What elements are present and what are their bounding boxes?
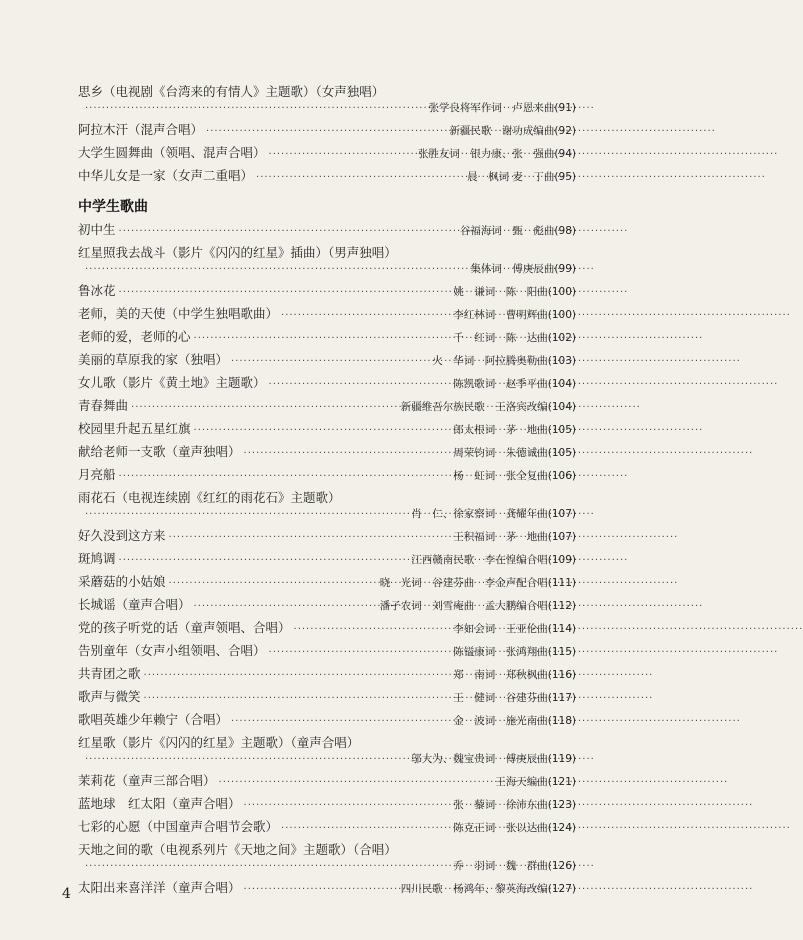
toc-entry-credit: 郑 南词 郑秋枫曲(116) [453, 669, 576, 681]
toc-entry-title: 采蘑菇的小姑娘 [78, 574, 166, 589]
toc-entry-title: 大学生圆舞曲（领唱、混声合唱） [78, 145, 266, 160]
leader-dots [82, 752, 411, 768]
toc-entry-title: 歌声与微笑 [78, 689, 141, 704]
toc-entry-title: 七彩的心愿（中国童声合唱节会歌） [78, 819, 279, 834]
leader-dots [216, 775, 496, 791]
toc-entry-credit: 金 波词 施光南曲(118) [453, 715, 576, 727]
toc-entry-credit: 新疆维吾尔族民歌 王洛宾改编(104) [400, 401, 576, 413]
toc-entry-title: 初中生 [78, 222, 116, 237]
page-number: 4 [62, 886, 71, 902]
toc-entry-credit: 周荣钧词 朱德诚曲(105) [453, 447, 576, 459]
toc-entry [78, 421, 576, 439]
toc-entry-title: 月亮船 [78, 467, 116, 482]
toc-entry-credit: 火 华词 阿拉腾奥勒曲(103) [432, 355, 576, 367]
toc-entry-credit: 谷福海词 甄 彪曲(98) [459, 225, 576, 237]
toc-entry [78, 574, 576, 592]
leader-dots [82, 507, 411, 523]
toc-entry-title: 鲁冰花 [78, 283, 116, 298]
leader-dots [266, 645, 454, 661]
toc-entry-title: 红星歌（影片《闪闪的红星》主题歌）（童声合唱） [78, 735, 360, 750]
toc-entry-credit: 乔 羽词 魏 群曲(126) [453, 860, 576, 872]
toc-entry [78, 689, 576, 707]
leader-dots [278, 821, 453, 837]
toc-entry [78, 329, 576, 347]
toc-entry-credit: 杨 虹词 张全复曲(106) [453, 470, 576, 482]
toc-entry [78, 245, 576, 278]
toc-entry-credit: 肖 仁、徐家察词 龚耀年曲(107) [411, 508, 576, 520]
toc-entry [78, 467, 576, 485]
toc-entry [78, 880, 576, 898]
toc-entry-credit: 陈镒康词 张鸿翔曲(115) [453, 646, 576, 658]
leader-dots [228, 354, 432, 370]
toc-entry-title: 青春舞曲 [78, 398, 129, 413]
toc-entry-title: 雨花石（电视连续剧《红红的雨花石》主题歌） [78, 490, 341, 505]
leader-dots [191, 599, 380, 615]
leader-dots [116, 285, 454, 301]
leader-dots [116, 553, 412, 569]
toc-entry-title: 歌唱英雄少年赖宁（合唱） [78, 712, 229, 727]
toc-entry-title: 蓝地球 红太阳（童声合唱） [78, 796, 241, 811]
toc-entry [78, 796, 576, 814]
leader-dots [82, 262, 470, 278]
leader-dots [128, 400, 401, 416]
toc-entry [78, 551, 576, 569]
toc-entry-credit: 新疆民歌 谢功成编曲(92) [449, 125, 576, 137]
toc-entry-credit: 张胜友词 银力康、张 强曲(94) [417, 148, 576, 160]
toc-entry-title: 思乡（电视剧《台湾来的有情人》主题歌）（女声独唱） [78, 84, 385, 99]
leader-dots [291, 622, 454, 638]
leader-dots [266, 377, 454, 393]
toc-entry [78, 145, 576, 163]
toc-entry-credit: 邬大为、魏宝贵词 傅庚辰曲(119) [411, 753, 576, 765]
toc-entry [78, 842, 576, 875]
toc-entry-title: 老师，美的天使（中学生独唱歌曲） [78, 306, 279, 321]
toc-entry [78, 528, 576, 546]
leader-dots [266, 147, 418, 163]
toc-entry [78, 597, 576, 615]
toc-entry-title: 告别童年（女声小组领唱、合唱） [78, 643, 266, 658]
toc-entry-title: 校园里升起五星红旗 [78, 421, 191, 436]
toc-entry-title: 长城谣（童声合唱） [78, 597, 191, 612]
leader-dots [166, 530, 454, 546]
toc-entry-credit: 晓 光词 谷建芬曲 李金声配合唱(111) [379, 577, 576, 589]
toc-entry-title: 共青团之歌 [78, 666, 141, 681]
toc-entry-title: 好久没到这方来 [78, 528, 166, 543]
toc-entry [78, 352, 576, 370]
toc-entry-credit: 王积福词 茅 地曲(107) [453, 531, 576, 543]
toc-entry [78, 375, 576, 393]
toc-entry-credit: 王海天编曲(121) [495, 776, 576, 788]
toc-entry-credit: 千 红词 陈 达曲(102) [453, 332, 576, 344]
leader-dots [116, 224, 460, 240]
toc-entry [78, 773, 576, 791]
toc-entry-title: 茉莉花（童声三部合唱） [78, 773, 216, 788]
leader-dots [203, 124, 449, 140]
toc-entry-credit: 四川民歌 杨鸿年、黎英海改编(127) [400, 883, 576, 895]
toc-entry [78, 84, 576, 117]
toc-entry [78, 620, 576, 638]
toc-entry-credit: 李如会词 王亚伦曲(114) [453, 623, 576, 635]
toc-entry [78, 306, 576, 324]
toc-entry-title: 女儿歌（影片《黄土地》主题歌） [78, 375, 266, 390]
toc-entry-title: 党的孩子听党的话（童声领唱、合唱） [78, 620, 291, 635]
toc-entry [78, 735, 576, 768]
leader-dots [241, 798, 454, 814]
toc-entry [78, 819, 576, 837]
toc-entry-credit: 李红林词 曹明辉曲(100) [453, 309, 576, 321]
toc-entry-title: 太阳出来喜洋洋（童声合唱） [78, 880, 241, 895]
toc-entry-credit: 郎太根词 茅 地曲(105) [453, 424, 576, 436]
toc-entry-title: 老师的爱，老师的心 [78, 329, 191, 344]
toc-entry-credit: 陈凯歌词 赵季平曲(104) [453, 378, 576, 390]
leader-dots [191, 331, 454, 347]
toc-entry-credit: 张 藜词 徐沛东曲(123) [453, 799, 576, 811]
section-heading: 中学生歌曲 [78, 199, 148, 215]
toc-entry-title: 天地之间的歌（电视系列片《天地之间》主题歌）（合唱） [78, 842, 397, 857]
toc-entry-title: 红星照我去战斗（影片《闪闪的红星》插曲）（男声独唱） [78, 245, 397, 260]
toc-entry [78, 168, 576, 186]
leader-dots [82, 859, 453, 875]
toc-entry [78, 490, 576, 523]
toc-entry-title: 斑鸠调 [78, 551, 116, 566]
leader-dots [166, 576, 380, 592]
leader-dots [228, 714, 453, 730]
toc-entry [78, 444, 576, 462]
toc-entry [78, 643, 576, 661]
toc-entry [78, 398, 576, 416]
toc-entry-credit: 集体词 傅庚辰曲(99) [470, 263, 576, 275]
leader-dots [241, 446, 454, 462]
leader-dots [141, 691, 454, 707]
leader-dots [116, 469, 454, 485]
toc-entry-title: 献给老师一支歌（童声独唱） [78, 444, 241, 459]
leader-dots [191, 423, 454, 439]
toc-entry-title: 中华儿女是一家（女声二重唱） [78, 168, 254, 183]
toc-entry [78, 666, 576, 684]
toc-entry [78, 283, 576, 301]
toc-entry-credit: 王 健词 谷建芬曲(117) [453, 692, 576, 704]
leader-dots [141, 668, 454, 684]
toc-entry-title: 阿拉木汗（混声合唱） [78, 122, 204, 137]
leader-dots [278, 308, 453, 324]
toc-entry-credit: 晨 枫词 麦 丁曲(95) [467, 171, 576, 183]
leader-dots [253, 170, 467, 186]
table-of-contents [78, 84, 576, 903]
toc-entry-credit: 江西赣南民歌 李在惶编合唱(109) [411, 554, 576, 566]
leader-dots [241, 882, 401, 898]
toc-entry-credit: 潘孑农词 刘雪庵曲 孟大鹏编合唱(112) [379, 600, 576, 612]
toc-entry [78, 122, 576, 140]
toc-entry-credit: 姚 谦词 陈 阳曲(100) [453, 286, 576, 298]
leader-dots [82, 101, 428, 117]
toc-entry-title: 美丽的草原我的家（独唱） [78, 352, 229, 367]
toc-entry [78, 712, 576, 730]
toc-entry-credit: 陈克正词 张以达曲(124) [453, 822, 576, 834]
toc-entry [78, 222, 576, 240]
toc-entry-credit: 张学良将军作词 卢恩来曲(91) [428, 102, 576, 114]
